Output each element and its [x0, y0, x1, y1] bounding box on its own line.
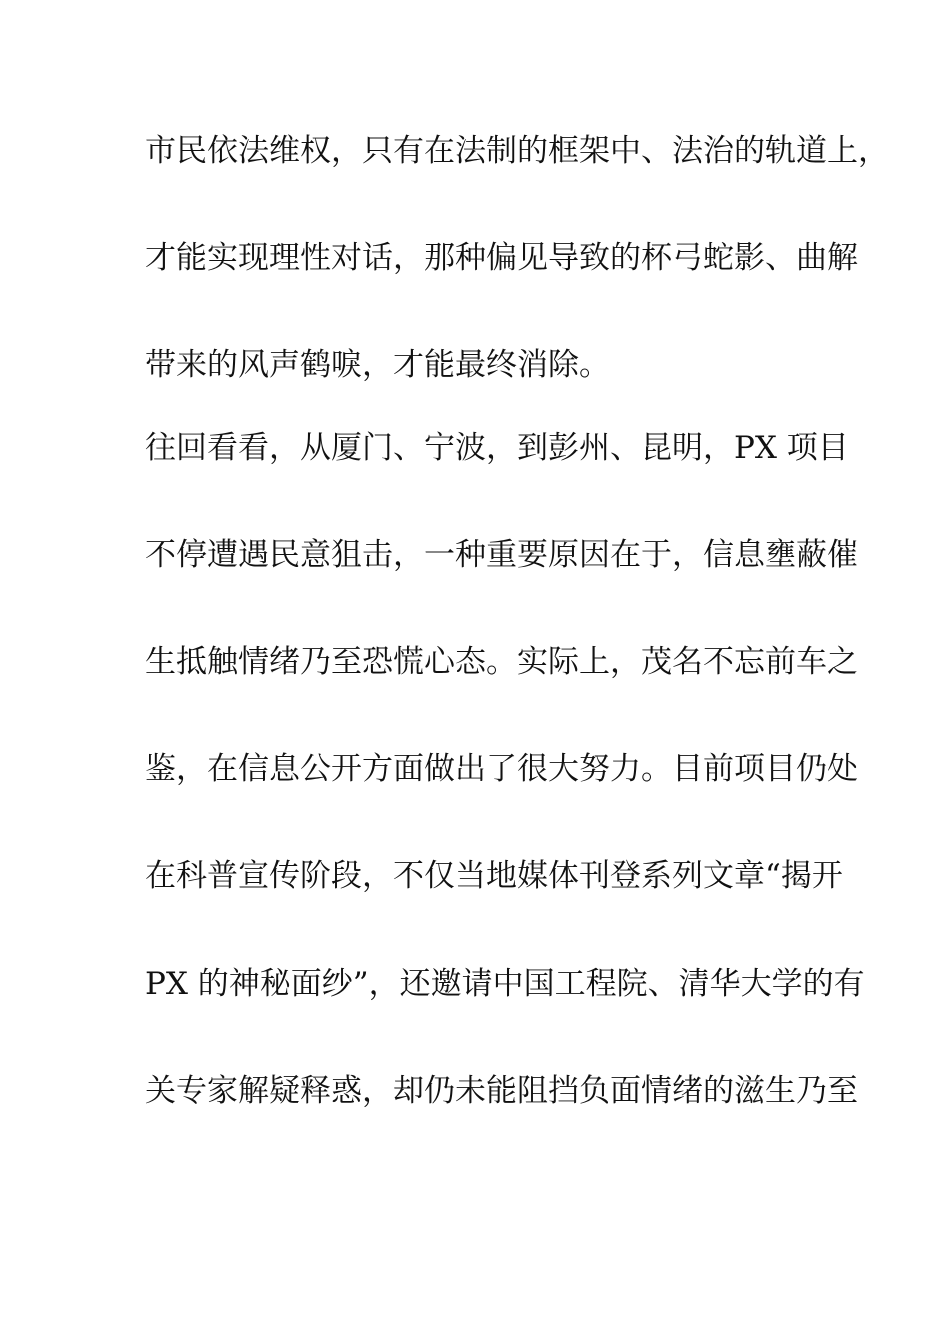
text-line: 带来的风声鹤唳，才能最终消除。 — [145, 347, 610, 383]
text-line: 在科普宣传阶段，不仅当地媒体刊登系列文章“揭开 — [145, 858, 843, 894]
text-line: 鉴，在信息公开方面做出了很大努力。目前项目仍处 — [145, 751, 858, 787]
text-line: PX 的神秘面纱”，还邀请中国工程院、清华大学的有 — [145, 966, 865, 1002]
text-line: 往回看看，从厦门、宁波，到彭州、昆明，PX 项目 — [145, 430, 849, 466]
text-line: 不停遭遇民意狙击，一种重要原因在于，信息壅蔽催 — [145, 537, 858, 573]
text-line: 才能实现理性对话，那种偏见导致的杯弓蛇影、曲解 — [145, 240, 858, 276]
text-line: 市民依法维权，只有在法制的框架中、法治的轨道上， — [145, 133, 889, 169]
text-line: 生抵触情绪乃至恐慌心态。实际上，茂名不忘前车之 — [145, 644, 858, 680]
text-line: 关专家解疑释惑，却仍未能阻挡负面情绪的滋生乃至 — [145, 1073, 858, 1109]
